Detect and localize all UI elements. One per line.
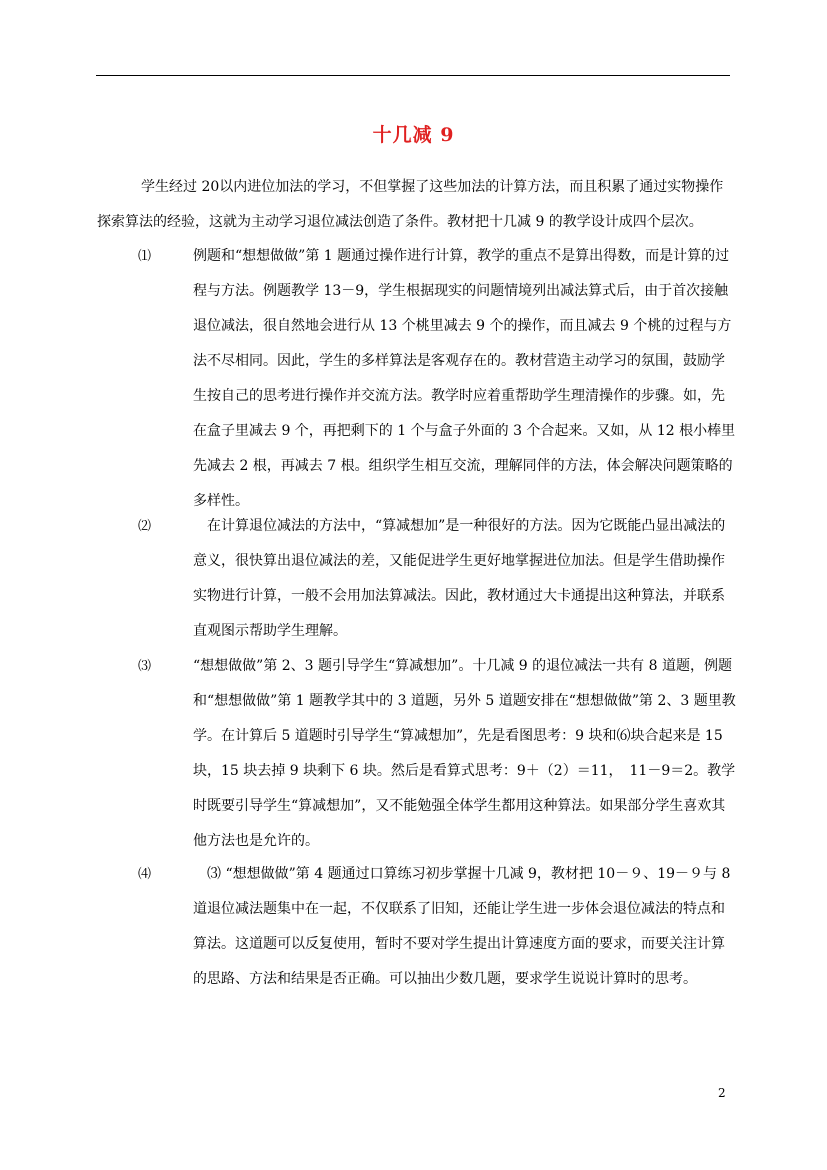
document-title: 十几减 9	[372, 124, 455, 146]
page-number: 2	[718, 1086, 726, 1100]
list-item-number: ⑶	[138, 659, 152, 674]
list-item-number: ⑴	[138, 249, 152, 264]
list-item-text: 在计算退位减法的方法中，“算减想加”是一种很好的方法。因为它既能凸显出减法的意义，很快算出退位减法的差，又能促进学生更好地掌握进位加法。但是学生借助操作实物进行计算，一般不会用加法算减法。因此，教材通过大卡通提出这种算法，并联系直观图示帮助学生理解。	[193, 518, 726, 639]
list-item-number: ⑵	[138, 519, 152, 534]
intro-paragraph: 学生经过 20以内进位加法的学习，不但掌握了这些加法的计算方法，而且积累了通过实物操作探索算法的经验，这就为主动学习退位减法创造了条件。教材把十几减 9 的教学设计成四个层次。	[97, 179, 724, 230]
list-item-text: 例题和“想想做做”第 1 题通过操作进行计算，教学的重点不是算出得数，而是计算的过程与方法。例题教学 13－9，学生根据现实的问题情境列出减法算式后，由于首次接触退位减法，很自然地会进行从 13 个桃里减去 9 个的操作，而且减去 9 个桃的过程与方法不尽相同。因此，学生的多样算法是客观存在的。教材营造主动学习的氛围，鼓励学生按自己的思考进行操作并交流方法。教学时应着重帮助学生理清操作的步骤。如，先在盒子里减去 9 个，再把剩下的 1 个与盒子外面的 3 个合起来。又如，从 12 根小棒里先减去 2 根，再减去 7 根。组织学生相互交流，理解同伴的方法，体会解决问题策略的多样性。	[193, 248, 736, 509]
header-rule	[96, 75, 730, 76]
list-item-text: “想想做做”第 2、3 题引导学生“算减想加”。十几减 9 的退位减法一共有 8 道题，例题和“想想做做”第 1 题教学其中的 3 道题，另外 5 道题安排在“想想做做”第 2、3 题里教学。在计算后 5 道题时引导学生“算减想加”，先是看图思考：9 块和⑹块合起来是 15 块，15 块去掉 9 块剩下 6 块。然后是看算式思考：9＋（2）＝11， 11－9＝2。教学时既要引导学生“算减想加”，又不能勉强全体学生都用这种算法。如果部分学生喜欢其他方法也是允许的。	[193, 658, 736, 849]
list-item-text: ⑶ “想想做做”第 4 题通过口算练习初步掌握十几减 9，教材把 10－９、19－９与 8 道退位减法题集中在一起，不仅联系了旧知，还能让学生进一步体会退位减法的特点和算法。这道题可以反复使用，暂时不要对学生提出计算速度方面的要求，而要关注计算的思路、方法和结果是否正确。可以抽出少数几题，要求学生说说计算时的思考。	[193, 866, 731, 987]
list-item-number: ⑷	[138, 867, 152, 882]
